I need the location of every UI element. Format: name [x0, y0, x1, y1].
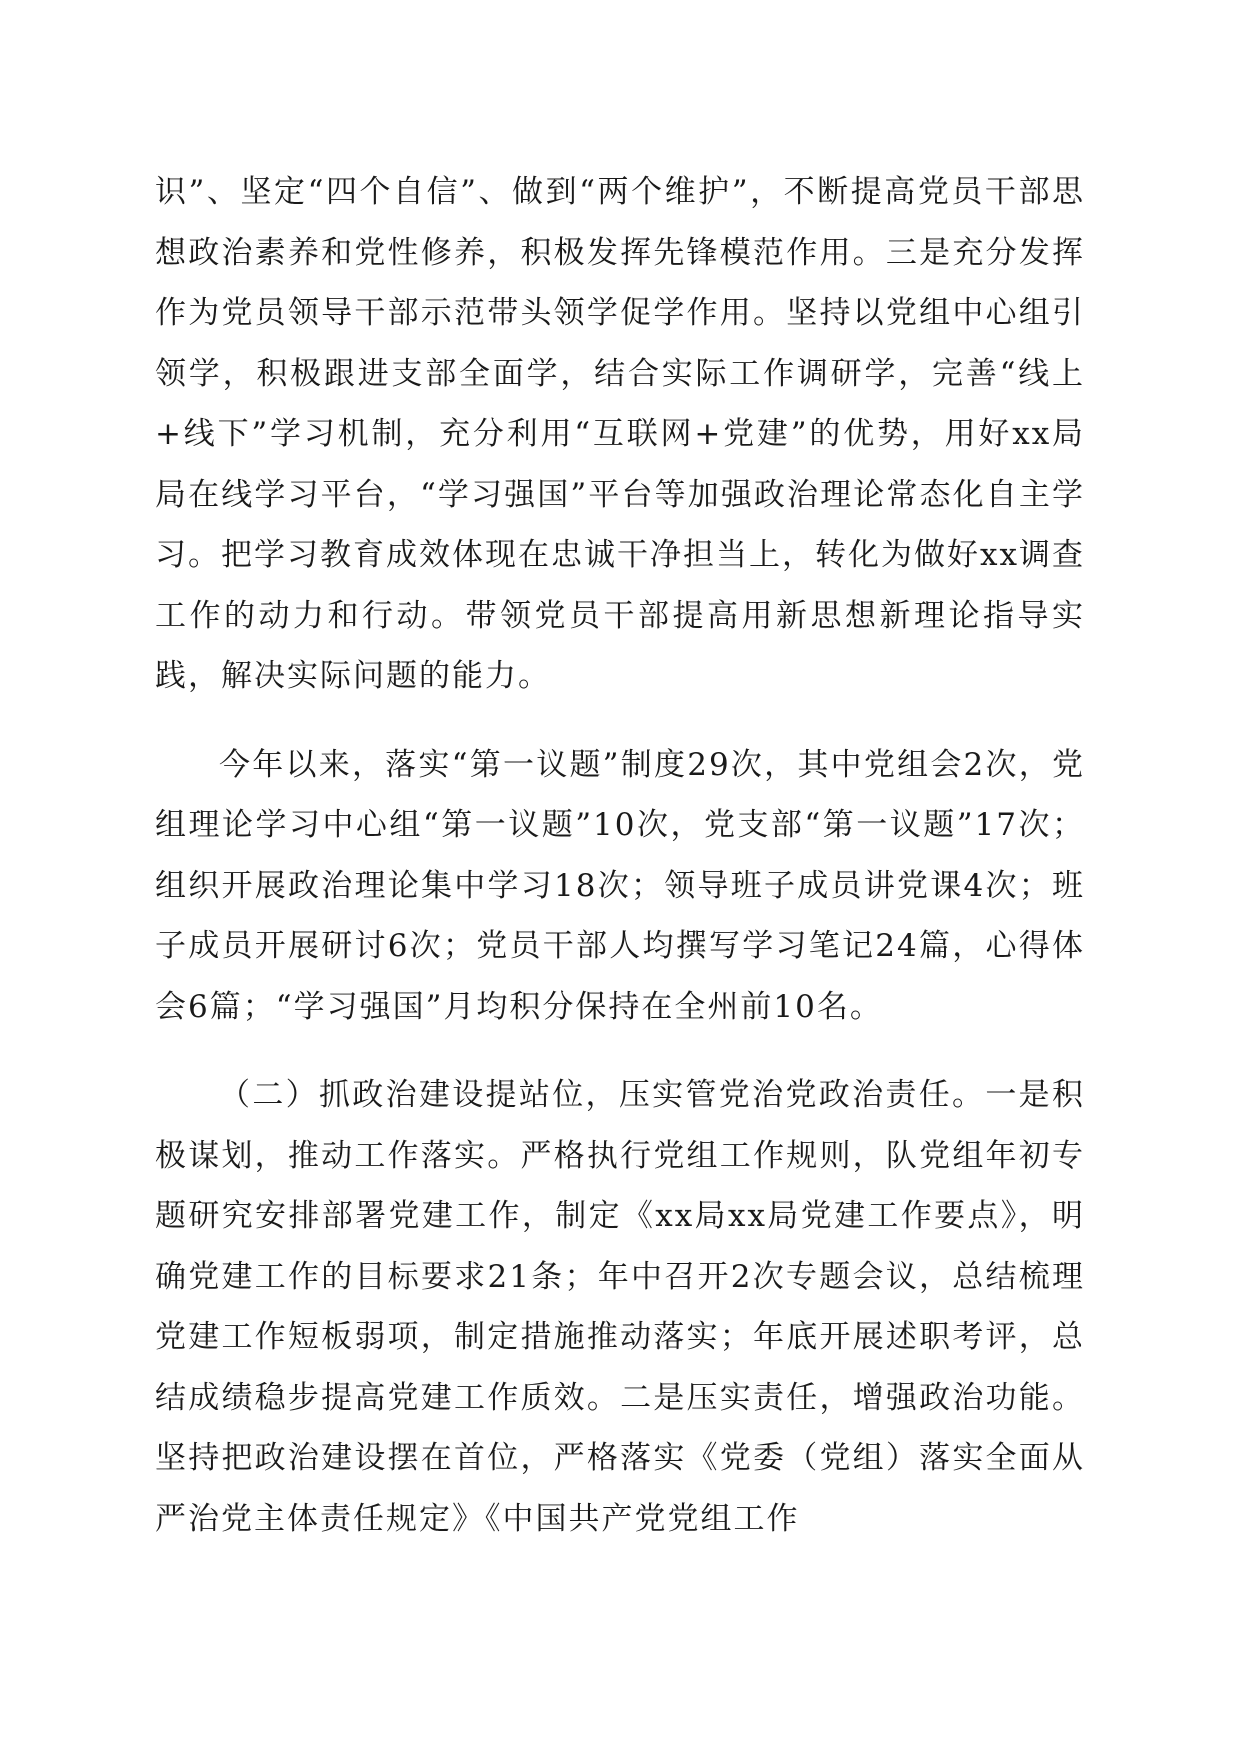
paragraph-continuation: 识”、坚定“四个自信”、做到“两个维护”，不断提高党员干部思想政治素养和党性修养，积极发挥先锋模范作用。三是充分发挥作为党员领导干部示范带头领学促学作用。坚持以党组中心组引领学，积极跟进支部全面学，结合实际工作调研学，完善“线上+线下”学习机制，充分利用“互联网+党建”的优势，用好xx局局在线学习平台，“学习强国”平台等加强政治理论常态化自主学习。把学习教育成效体现在忠诚干净担当上，转化为做好xx调查工作的动力和行动。带领党员干部提高用新思想新理论指导实践，解决实际问题的能力。 [155, 174, 1085, 694]
paragraph-statistics: 今年以来，落实“第一议题”制度29次，其中党组会2次，党组理论学习中心组“第一议题”10次，党支部“第一议题”17次；组织开展政治理论集中学习18次；领导班子成员讲党课4次；班子成员开展研讨6次；党员干部人均撰写学习笔记24篇，心得体会6篇；“学习强国”月均积分保持在全州前10名。 [155, 746, 1085, 1025]
paragraph-political-building: （二）抓政治建设提站位，压实管党治党政治责任。一是积极谋划，推动工作落实。严格执行党组工作规则，队党组年初专题研究安排部署党建工作，制定《xx局xx局党建工作要点》，明确党建工作的目标要求21条；年中召开2次专题会议，总结梳理党建工作短板弱项，制定措施推动落实；年底开展述职考评，总结成绩稳步提高党建工作质效。二是压实责任，增强政治功能。坚持把政治建设摆在首位，严格落实《党委（党组）落实全面从严治党主体责任规定》《中国共产党党组工作 [155, 1077, 1085, 1537]
document-body [155, 162, 1085, 1549]
